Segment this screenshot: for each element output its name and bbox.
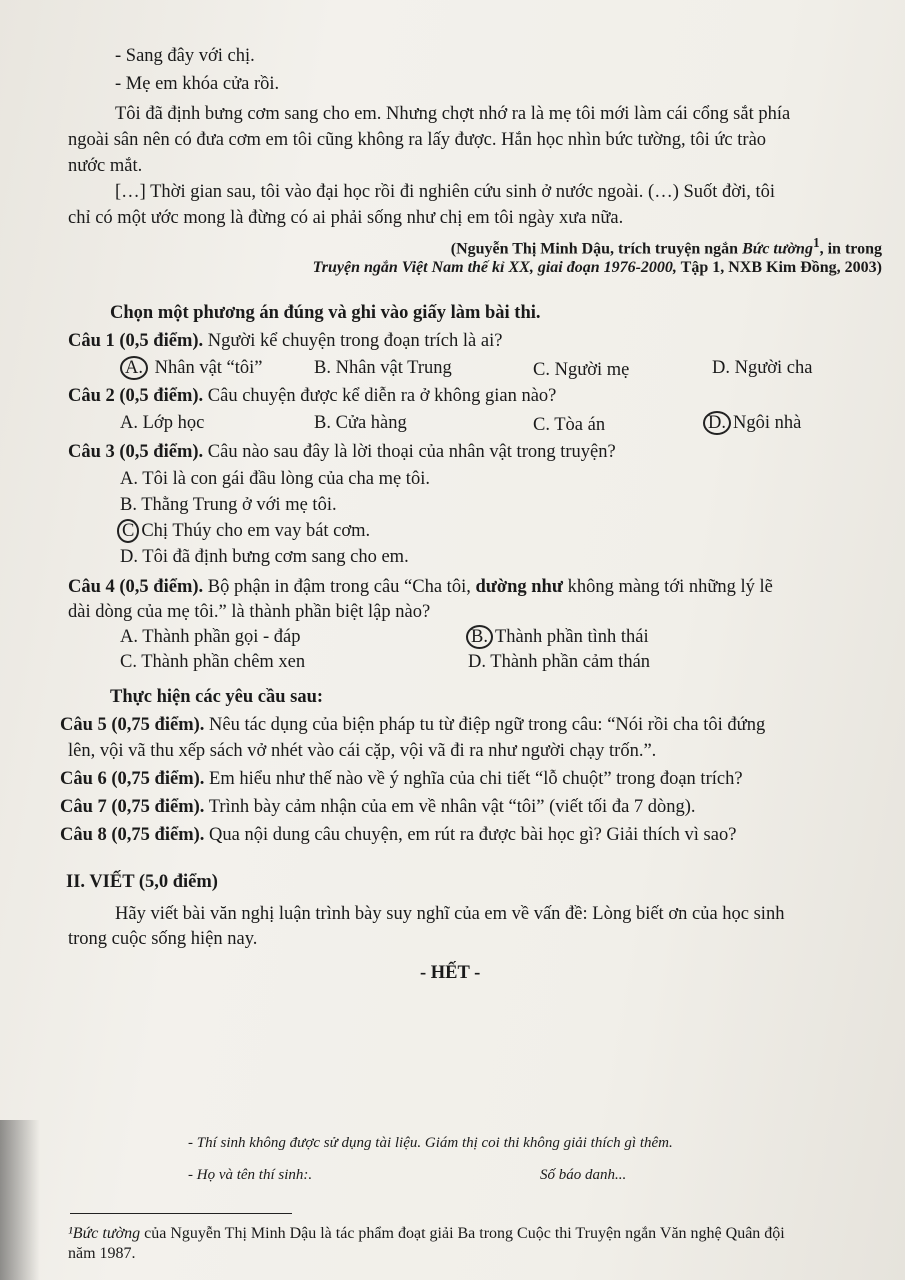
question-4-line1: Câu 4 (0,5 điểm). Bộ phận in đậm trong câu “Cha tôi, dường như không màng tới những lý lẽ <box>68 577 773 597</box>
q4-option-a: A. Thành phần gọi - đáp <box>120 627 301 647</box>
footnote-line1: ¹Bức tường của Nguyễn Thị Minh Dậu là tác phẩm đoạt giải Ba trong Cuộc thi Truyện ngắn Văn nghệ Quân đội <box>68 1225 785 1242</box>
question-7: Câu 7 (0,75 điểm). Trình bày cảm nhận của em về nhân vật “tôi” (viết tối đa 7 dòng). <box>60 797 696 817</box>
dialogue-line-2: - Mẹ em khóa cửa rồi. <box>115 74 280 94</box>
q1-option-d: D. Người cha <box>712 358 813 378</box>
q4-option-c: C. Thành phần chêm xen <box>120 652 306 672</box>
source-citation-line2: Truyện ngắn Việt Nam thế kỉ XX, giai đoạn 1976-2000, Tập 1, NXB Kim Đồng, 2003) <box>312 259 882 276</box>
footnote-line2: năm 1987. <box>68 1245 136 1262</box>
candidate-number-field: Số báo danh... <box>540 1167 627 1183</box>
question-3: Câu 3 (0,5 điểm). Câu nào sau đây là lời thoại của nhân vật trong truyện? <box>68 442 616 462</box>
question-6: Câu 6 (0,75 điểm). Em hiểu như thế nào về ý nghĩa của chi tiết “lỗ chuột” trong đoạn trích? <box>60 769 743 789</box>
q2-option-a: A. Lớp học <box>120 413 205 433</box>
story-para1-line2: ngoài sân nên có đưa cơm em tôi cũng không ra lấy được. Hắn học nhìn bức tường, tôi ức trào <box>68 130 767 150</box>
q1-option-a: A. Nhân vật “tôi” <box>120 356 263 380</box>
q4-option-d: D. Thành phần cảm thán <box>468 652 651 672</box>
candidate-name-field: - Họ và tên thí sinh:. <box>188 1167 313 1183</box>
story-para2-line2: chỉ có một ước mong là đừng có ai phải sống như chị em tôi ngày xưa nữa. <box>68 208 624 228</box>
q1-option-c: C. Người mẹ <box>533 360 630 380</box>
writing-heading: II. VIẾT (5,0 điểm) <box>66 872 218 892</box>
tasks-instruction: Thực hiện các yêu cầu sau: <box>110 687 324 707</box>
dialogue-line-1: - Sang đây với chị. <box>115 46 255 66</box>
end-marker: - HẾT - <box>420 963 481 983</box>
page-shadow <box>0 1120 40 1280</box>
question-1: Câu 1 (0,5 điểm). Người kể chuyện trong đoạn trích là ai? <box>68 331 503 351</box>
q4-option-b: B. Thành phần tình thái <box>466 625 649 649</box>
source-citation-line1: (Nguyễn Thị Minh Dậu, trích truyện ngắn Bức tường$^1$, in trong <box>450 235 882 258</box>
question-2: Câu 2 (0,5 điểm). Câu chuyện được kể diễn ra ở không gian nào? <box>68 386 557 406</box>
question-4-line2: dài dòng của mẹ tôi.” là thành phần biệt lập nào? <box>68 602 431 622</box>
question-8: Câu 8 (0,75 điểm). Qua nội dung câu chuyện, em rút ra được bài học gì? Giải thích vì sao? <box>60 825 737 845</box>
story-para1-line1: Tôi đã định bưng cơm sang cho em. Nhưng chợt nhớ ra là mẹ tôi mới làm cái cổng sắt phía <box>115 104 791 124</box>
footnote-divider <box>70 1213 292 1214</box>
story-para2-line1: […] Thời gian sau, tôi vào đại học rồi đi nghiên cứu sinh ở nước ngoài. (…) Suốt đời, tôi <box>115 182 776 202</box>
exam-rule: - Thí sinh không được sử dụng tài liệu. Giám thị coi thi không giải thích gì thêm. <box>188 1135 673 1151</box>
writing-prompt-line1: Hãy viết bài văn nghị luận trình bày suy nghĩ của em về vấn đề: Lòng biết ơn của học sinh <box>115 904 785 924</box>
story-para1-line3: nước mắt. <box>68 156 143 176</box>
q3-option-a: A. Tôi là con gái đầu lòng của cha mẹ tôi. <box>120 469 430 489</box>
q1-option-b: B. Nhân vật Trung <box>314 358 452 378</box>
q2-option-d: D. Ngôi nhà <box>703 411 801 435</box>
mcq-instruction: Chọn một phương án đúng và ghi vào giấy làm bài thi. <box>110 303 541 323</box>
question-5-line2: lên, vội vã thu xếp sách vở nhét vào cái cặp, vội vã đi ra như người chạy trốn.”. <box>68 741 657 761</box>
writing-prompt-line2: trong cuộc sống hiện nay. <box>68 929 258 949</box>
q3-option-d: D. Tôi đã định bưng cơm sang cho em. <box>120 547 409 567</box>
q2-option-b: B. Cửa hàng <box>314 413 407 433</box>
q2-option-c: C. Tòa án <box>533 415 606 435</box>
q3-option-c: C Chị Thúy cho em vay bát cơm. <box>117 519 370 543</box>
q3-option-b: B. Thằng Trung ở với mẹ tôi. <box>120 495 337 515</box>
question-5-line1: Câu 5 (0,75 điểm). Nêu tác dụng của biện pháp tu từ điệp ngữ trong câu: “Nói rồi cha tôi đứng <box>60 715 766 735</box>
